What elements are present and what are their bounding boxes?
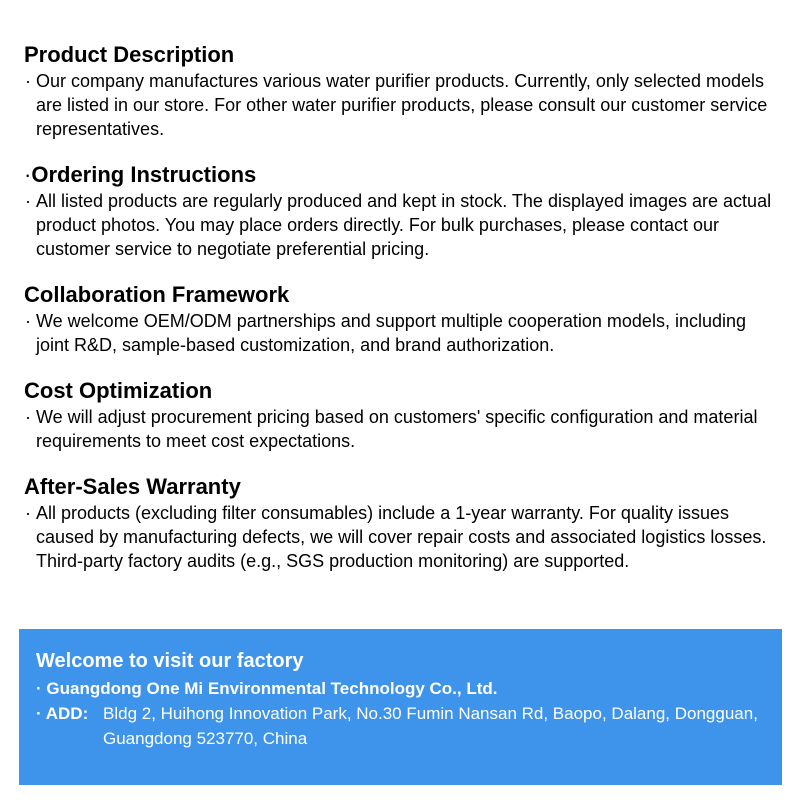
section-product-description xyxy=(24,42,784,141)
section-body xyxy=(24,189,784,261)
section-title: After-Sales Warranty xyxy=(24,474,241,499)
section-title: Cost Optimization xyxy=(24,378,213,403)
address-row xyxy=(36,701,782,751)
banner-title: Welcome to visit our factory xyxy=(36,650,304,672)
address-text: Bldg 2, Huihong Innovation Park, No.30 Fumin Nansan Rd, Baopo, Dalang, Dongguan, Guangdong 523770, China xyxy=(103,704,758,748)
section-text: We will adjust procurement pricing based on customers' specific configuration and material requirements to meet cost expectations. xyxy=(36,407,758,451)
section-collaboration-framework xyxy=(24,282,784,357)
section-title xyxy=(24,162,784,188)
section-body xyxy=(24,309,784,357)
section-body xyxy=(24,501,784,573)
section-text: All products (excluding filter consumables) include a 1-year warranty. For quality issues caused by manufacturing defects, we will cover repair costs and associated logistics losses. Third-party factory audits (e.g., SGS production monitoring) are supported. xyxy=(36,503,767,571)
section-ordering-instructions xyxy=(24,162,784,261)
section-title-text: Ordering Instructions xyxy=(31,162,257,187)
bullet: · xyxy=(25,311,31,331)
address-label: · ADD: xyxy=(36,704,89,723)
bullet: · xyxy=(25,407,31,427)
section-title: Product Description xyxy=(24,42,235,67)
bullet: · xyxy=(25,191,31,211)
section-text: Our company manufactures various water purifier products. Currently, only selected models are listed in our store. For other water purifier products, please consult our customer service representatives. xyxy=(36,71,768,139)
section-title: Collaboration Framework xyxy=(24,282,290,307)
company-name: · Guangdong One Mi Environmental Technology Co., Ltd. xyxy=(36,679,498,698)
section-body xyxy=(24,405,784,453)
section-text: We welcome OEM/ODM partnerships and support multiple cooperation models, including joint R&D, sample-based customization, and brand authorization. xyxy=(36,311,746,355)
section-cost-optimization xyxy=(24,378,784,453)
bullet: · xyxy=(25,71,31,91)
bullet: · xyxy=(25,503,31,523)
title-bullet: · xyxy=(24,162,32,187)
section-text: All listed products are regularly produced and kept in stock. The displayed images are actual product photos. You may place orders directly. For bulk purchases, please contact our customer service to negotiate preferential pricing. xyxy=(36,191,772,259)
factory-info-banner xyxy=(19,629,782,785)
section-body xyxy=(24,69,784,141)
section-after-sales-warranty xyxy=(24,474,784,573)
